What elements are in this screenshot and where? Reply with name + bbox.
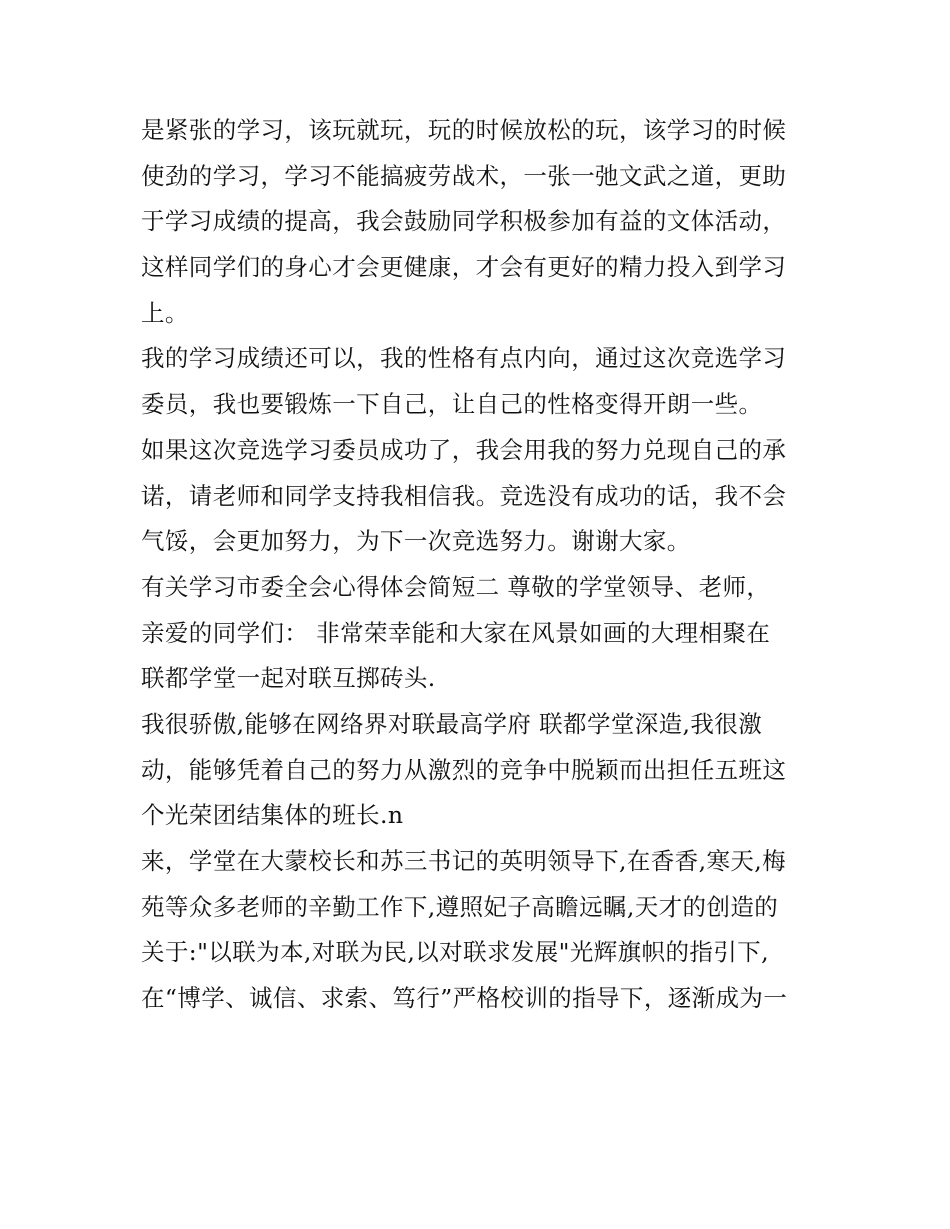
text-line: 这样同学们的身心才会更健康，才会有更好的精力投入到学习 [141,253,787,282]
text-line: 上。 [141,298,189,327]
text-line: 在“博学、诚信、求索、笃行”严格校训的指导下，逐渐成为一 [141,984,788,1013]
text-line: 个光荣团结集体的班长.n [141,801,404,830]
text-line: 使劲的学习，学习不能搞疲劳战术，一张一弛文武之道，更助 [141,161,787,190]
text-line: 于学习成绩的提高，我会鼓励同学积极参加有益的文体活动， [141,207,787,236]
text-line: 苑等众多老师的辛勤工作下,遵照妃子高瞻远瞩,天才的创造的 [141,892,779,921]
text-line: 委员，我也要锻炼一下自己，让自己的性格变得开朗一些。 [141,390,763,419]
text-line: 是紧张的学习，该玩就玩，玩的时候放松的玩，该学习的时候 [141,116,787,144]
text-line: 动，能够凭着自己的努力从激烈的竞争中脱颖而出担任五班这 [141,755,787,784]
body-text [141,108,821,1022]
text-line: 有关学习市委全会心得体会简短二 尊敬的学堂领导、老师， [141,572,771,601]
text-line: 关于:"以联为本,对联为民,以对联求发展"光辉旗帜的指引下, [141,938,769,967]
text-line: 亲爱的同学们： 非常荣幸能和大家在风景如画的大理相聚在 [141,618,771,647]
text-line: 来，学堂在大蒙校长和苏三书记的英明领导下,在香香,寒天,梅 [141,847,787,875]
text-line: 气馁，会更加努力，为下一次竞选努力。谢谢大家。 [141,527,691,556]
text-line: 联都学堂一起对联互掷砖头. [141,664,436,693]
text-line: 诺，请老师和同学支持我相信我。竞选没有成功的话，我不会 [141,481,787,510]
text-line: 我的学习成绩还可以，我的性格有点内向，通过这次竞选学习 [141,344,787,373]
text-line: 如果这次竞选学习委员成功了，我会用我的努力兑现自己的承 [141,435,787,464]
text-line: 我很骄傲,能够在网络界对联最高学府 联都学堂深造,我很激 [141,709,763,738]
